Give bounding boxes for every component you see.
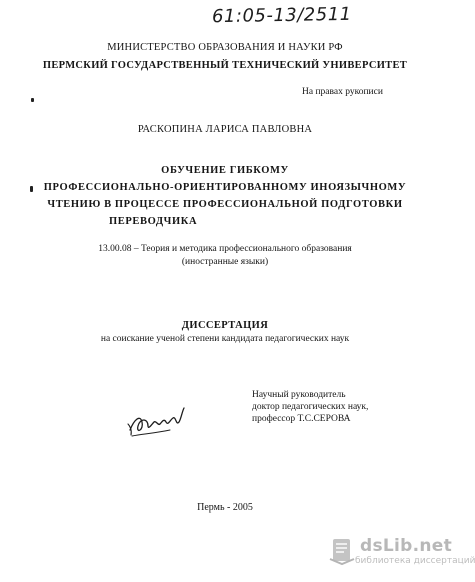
- dslib-logo-icon: [327, 537, 357, 565]
- author-name: РАСКОПИНА ЛАРИСА ПАВЛОВНА: [137, 124, 313, 135]
- watermark-brand: dsLib.net: [360, 536, 453, 556]
- handwritten-signature: [126, 400, 188, 440]
- ministry-name: МИНИСТЕРСТВО ОБРАЗОВАНИЯ И НАУКИ РФ: [107, 42, 343, 53]
- watermark-caption: библиотека диссертаций: [355, 556, 475, 566]
- archive-number: 61:05-13/2511: [211, 3, 352, 28]
- supervisor-role: Научный руководитель: [252, 390, 346, 400]
- supervisor-name: профессор Т.С.СЕРОВА: [252, 414, 351, 424]
- scan-speck: [31, 98, 34, 102]
- dissertation-title: [0, 162, 450, 230]
- specialty-languages: (иностранные языки): [181, 257, 269, 267]
- dissertation-heading: ДИССЕРТАЦИЯ: [181, 320, 269, 331]
- specialty-code: 13.00.08 – Теория и методика профессионального образования: [98, 244, 352, 254]
- title-line: ОБУЧЕНИЕ ГИБКОМУ: [161, 165, 289, 176]
- title-line: ЧТЕНИЮ В ПРОЦЕССЕ ПРОФЕССИОНАЛЬНОЙ ПОДГОТОВКИ: [47, 199, 403, 210]
- city-year: Пермь - 2005: [197, 502, 253, 513]
- dissertation-subheading: на соискание ученой степени кандидата педагогических наук: [100, 334, 350, 344]
- title-line: ПЕРЕВОДЧИКА: [109, 216, 198, 227]
- title-line: ПРОФЕССИОНАЛЬНО-ОРИЕНТИРОВАННОМУ ИНОЯЗЫЧНОМУ: [43, 182, 407, 193]
- university-name: ПЕРМСКИЙ ГОСУДАРСТВЕННЫЙ ТЕХНИЧЕСКИЙ УНИВЕРСИТЕТ: [42, 60, 408, 71]
- supervisor-degree: доктор педагогических наук,: [252, 402, 369, 412]
- manuscript-rights-note: На правах рукописи: [302, 87, 383, 97]
